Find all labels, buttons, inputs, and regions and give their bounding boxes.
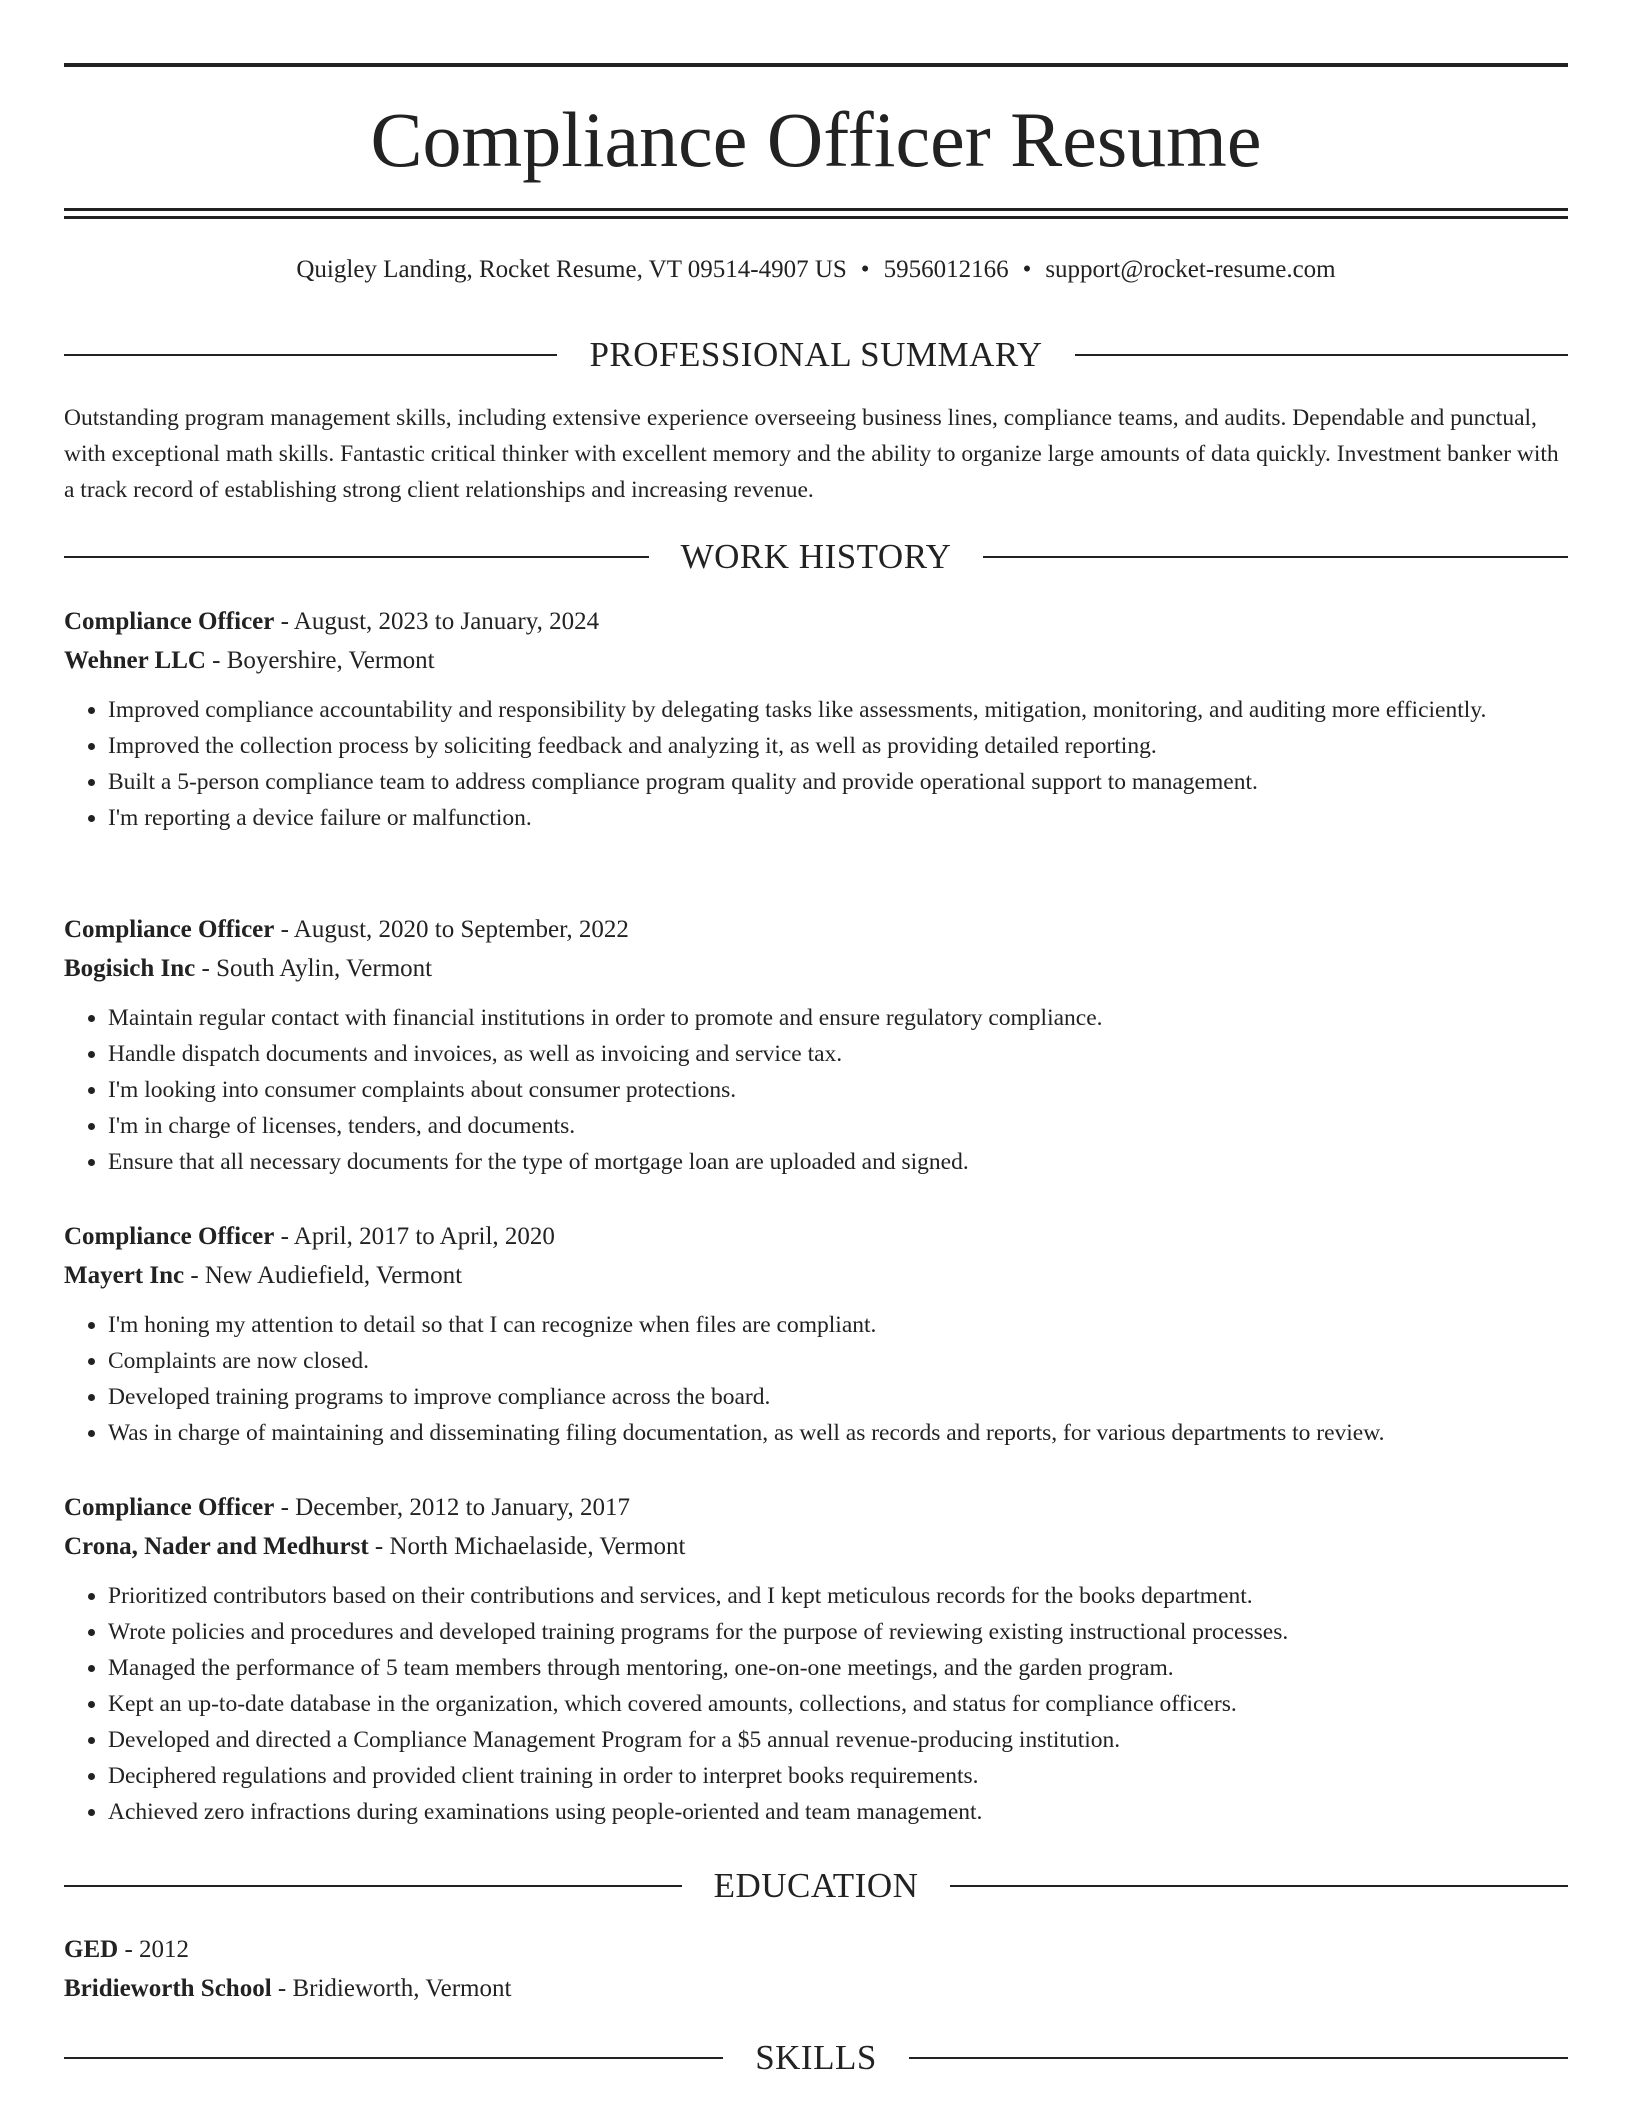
section-heading-work [64,535,1568,579]
section-heading-label: PROFESSIONAL SUMMARY [589,335,1043,374]
job-title-line [64,1488,1568,1527]
job-bullet: • I'm reporting a device failure or malfunction. [108,800,1568,836]
contact-address: Quigley Landing, Rocket Resume, VT 09514-4907 US [296,256,847,283]
section-heading-education [64,1864,1568,1908]
title-rule-upper [64,208,1568,211]
section-heading-label: EDUCATION [713,1866,919,1905]
job-bullet: • Was in charge of maintaining and disseminating filing documentation, as well as records and reports, for various departments to review. [108,1415,1568,1451]
top-rule [64,63,1568,67]
title-rule-lower [64,216,1568,219]
job-location: - Boyershire, Vermont [205,647,435,674]
job-entry [64,910,1568,1180]
heading-rule [1075,354,1568,356]
job-bullet: • Handle dispatch documents and invoices, as well as invoicing and service tax. [108,1036,1568,1072]
job-title: Compliance Officer [64,1223,275,1250]
professional-summary: Outstanding program management skills, including extensive experience overseeing business lines, compliance teams, and audits. Dependable and punctual, with exceptional math skills. Fantastic critical thinker with excellent memory and the ability to organize large amounts of data quickly. Investment banker with a track record of establishing strong client relationships and increasing revenue. [64,405,1559,503]
education-entry [64,1930,1568,2008]
contact-separator: • [860,256,870,283]
job-bullet: • Managed the performance of 5 team members through mentoring, one-on-one meetings, and the garden program. [108,1650,1568,1686]
education-degree: GED [64,1936,119,1963]
job-bullet: • Deciphered regulations and provided client training in order to interpret books requirements. [108,1758,1568,1794]
heading-rule [64,354,557,356]
heading-rule [64,556,649,558]
job-dates: - December, 2012 to January, 2017 [274,1494,630,1521]
job-bullet: • Developed and directed a Compliance Management Program for a $5 annual revenue-producing institution. [108,1722,1568,1758]
job-company: Bogisich Inc [64,955,196,982]
heading-rule [64,2057,723,2059]
job-dates: - August, 2020 to September, 2022 [274,916,629,943]
job-dates: - August, 2023 to January, 2024 [274,608,600,635]
job-bullet: • Improved compliance accountability and responsibility by delegating tasks like assessments, mitigation, monitoring, and auditing more efficiently. [108,692,1568,728]
job-bullet: • Kept an up-to-date database in the organization, which covered amounts, collections, and status for compliance officers. [108,1686,1568,1722]
job-title-line [64,602,1568,641]
job-dates: - April, 2017 to April, 2020 [274,1223,555,1250]
job-company: Wehner LLC [64,647,206,674]
contact-separator: • [1022,256,1032,283]
job-company-line [64,641,1568,680]
job-company-line [64,1527,1568,1566]
job-location: - North Michaelaside, Vermont [368,1533,686,1560]
job-entry [64,1488,1568,1830]
resume-title: Compliance Officer Resume [370,96,1262,183]
job-bullet: • Complaints are now closed. [108,1343,1568,1379]
job-bullet: • I'm honing my attention to detail so that I can recognize when files are compliant. [108,1307,1568,1343]
education-school: Bridieworth School [64,1975,272,2002]
education-school-line [64,1969,1568,2008]
job-bullet: • I'm looking into consumer complaints about consumer protections. [108,1072,1568,1108]
job-bullets [64,1307,1568,1451]
job-title: Compliance Officer [64,1494,275,1521]
job-company: Crona, Nader and Medhurst [64,1533,369,1560]
section-heading-label: WORK HISTORY [680,537,952,576]
contact-line [64,252,1568,288]
job-location: - South Aylin, Vermont [195,955,433,982]
job-bullet: • Achieved zero infractions during examinations using people-oriented and team management. [108,1794,1568,1830]
education-year: - 2012 [118,1936,190,1963]
job-bullets [64,1578,1568,1830]
job-location: - New Audiefield, Vermont [184,1262,463,1289]
section-heading-skills [64,2036,1568,2080]
education-degree-line [64,1930,1568,1969]
job-bullet: • Improved the collection process by soliciting feedback and analyzing it, as well as providing detailed reporting. [108,728,1568,764]
contact-phone: 5956012166 [883,256,1009,283]
job-entry [64,1217,1568,1451]
job-bullet: • Maintain regular contact with financial institutions in order to promote and ensure regulatory compliance. [108,1000,1568,1036]
job-company: Mayert Inc [64,1262,185,1289]
job-title: Compliance Officer [64,916,275,943]
job-bullets [64,1000,1568,1180]
job-bullets [64,692,1568,836]
heading-rule [909,2057,1568,2059]
heading-rule [983,556,1568,558]
job-bullet: • Built a 5-person compliance team to address compliance program quality and provide operational support to management. [108,764,1568,800]
job-bullet: • Ensure that all necessary documents for the type of mortgage loan are uploaded and signed. [108,1144,1568,1180]
job-title: Compliance Officer [64,608,275,635]
job-title-line [64,1217,1568,1256]
job-title-line [64,910,1568,949]
heading-rule [950,1885,1568,1887]
section-heading-label: SKILLS [755,2038,877,2077]
job-company-line [64,949,1568,988]
contact-email: support@rocket-resume.com [1045,256,1336,283]
education-location: - Bridieworth, Vermont [271,1975,512,2002]
job-bullet: • Prioritized contributors based on their contributions and services, and I kept meticulous records for the books department. [108,1578,1568,1614]
job-bullet: • I'm in charge of licenses, tenders, and documents. [108,1108,1568,1144]
heading-rule [64,1885,682,1887]
job-bullet: • Developed training programs to improve compliance across the board. [108,1379,1568,1415]
section-heading-summary [64,333,1568,377]
job-entry [64,602,1568,836]
job-company-line [64,1256,1568,1295]
job-bullet: • Wrote policies and procedures and developed training programs for the purpose of reviewing existing instructional processes. [108,1614,1568,1650]
